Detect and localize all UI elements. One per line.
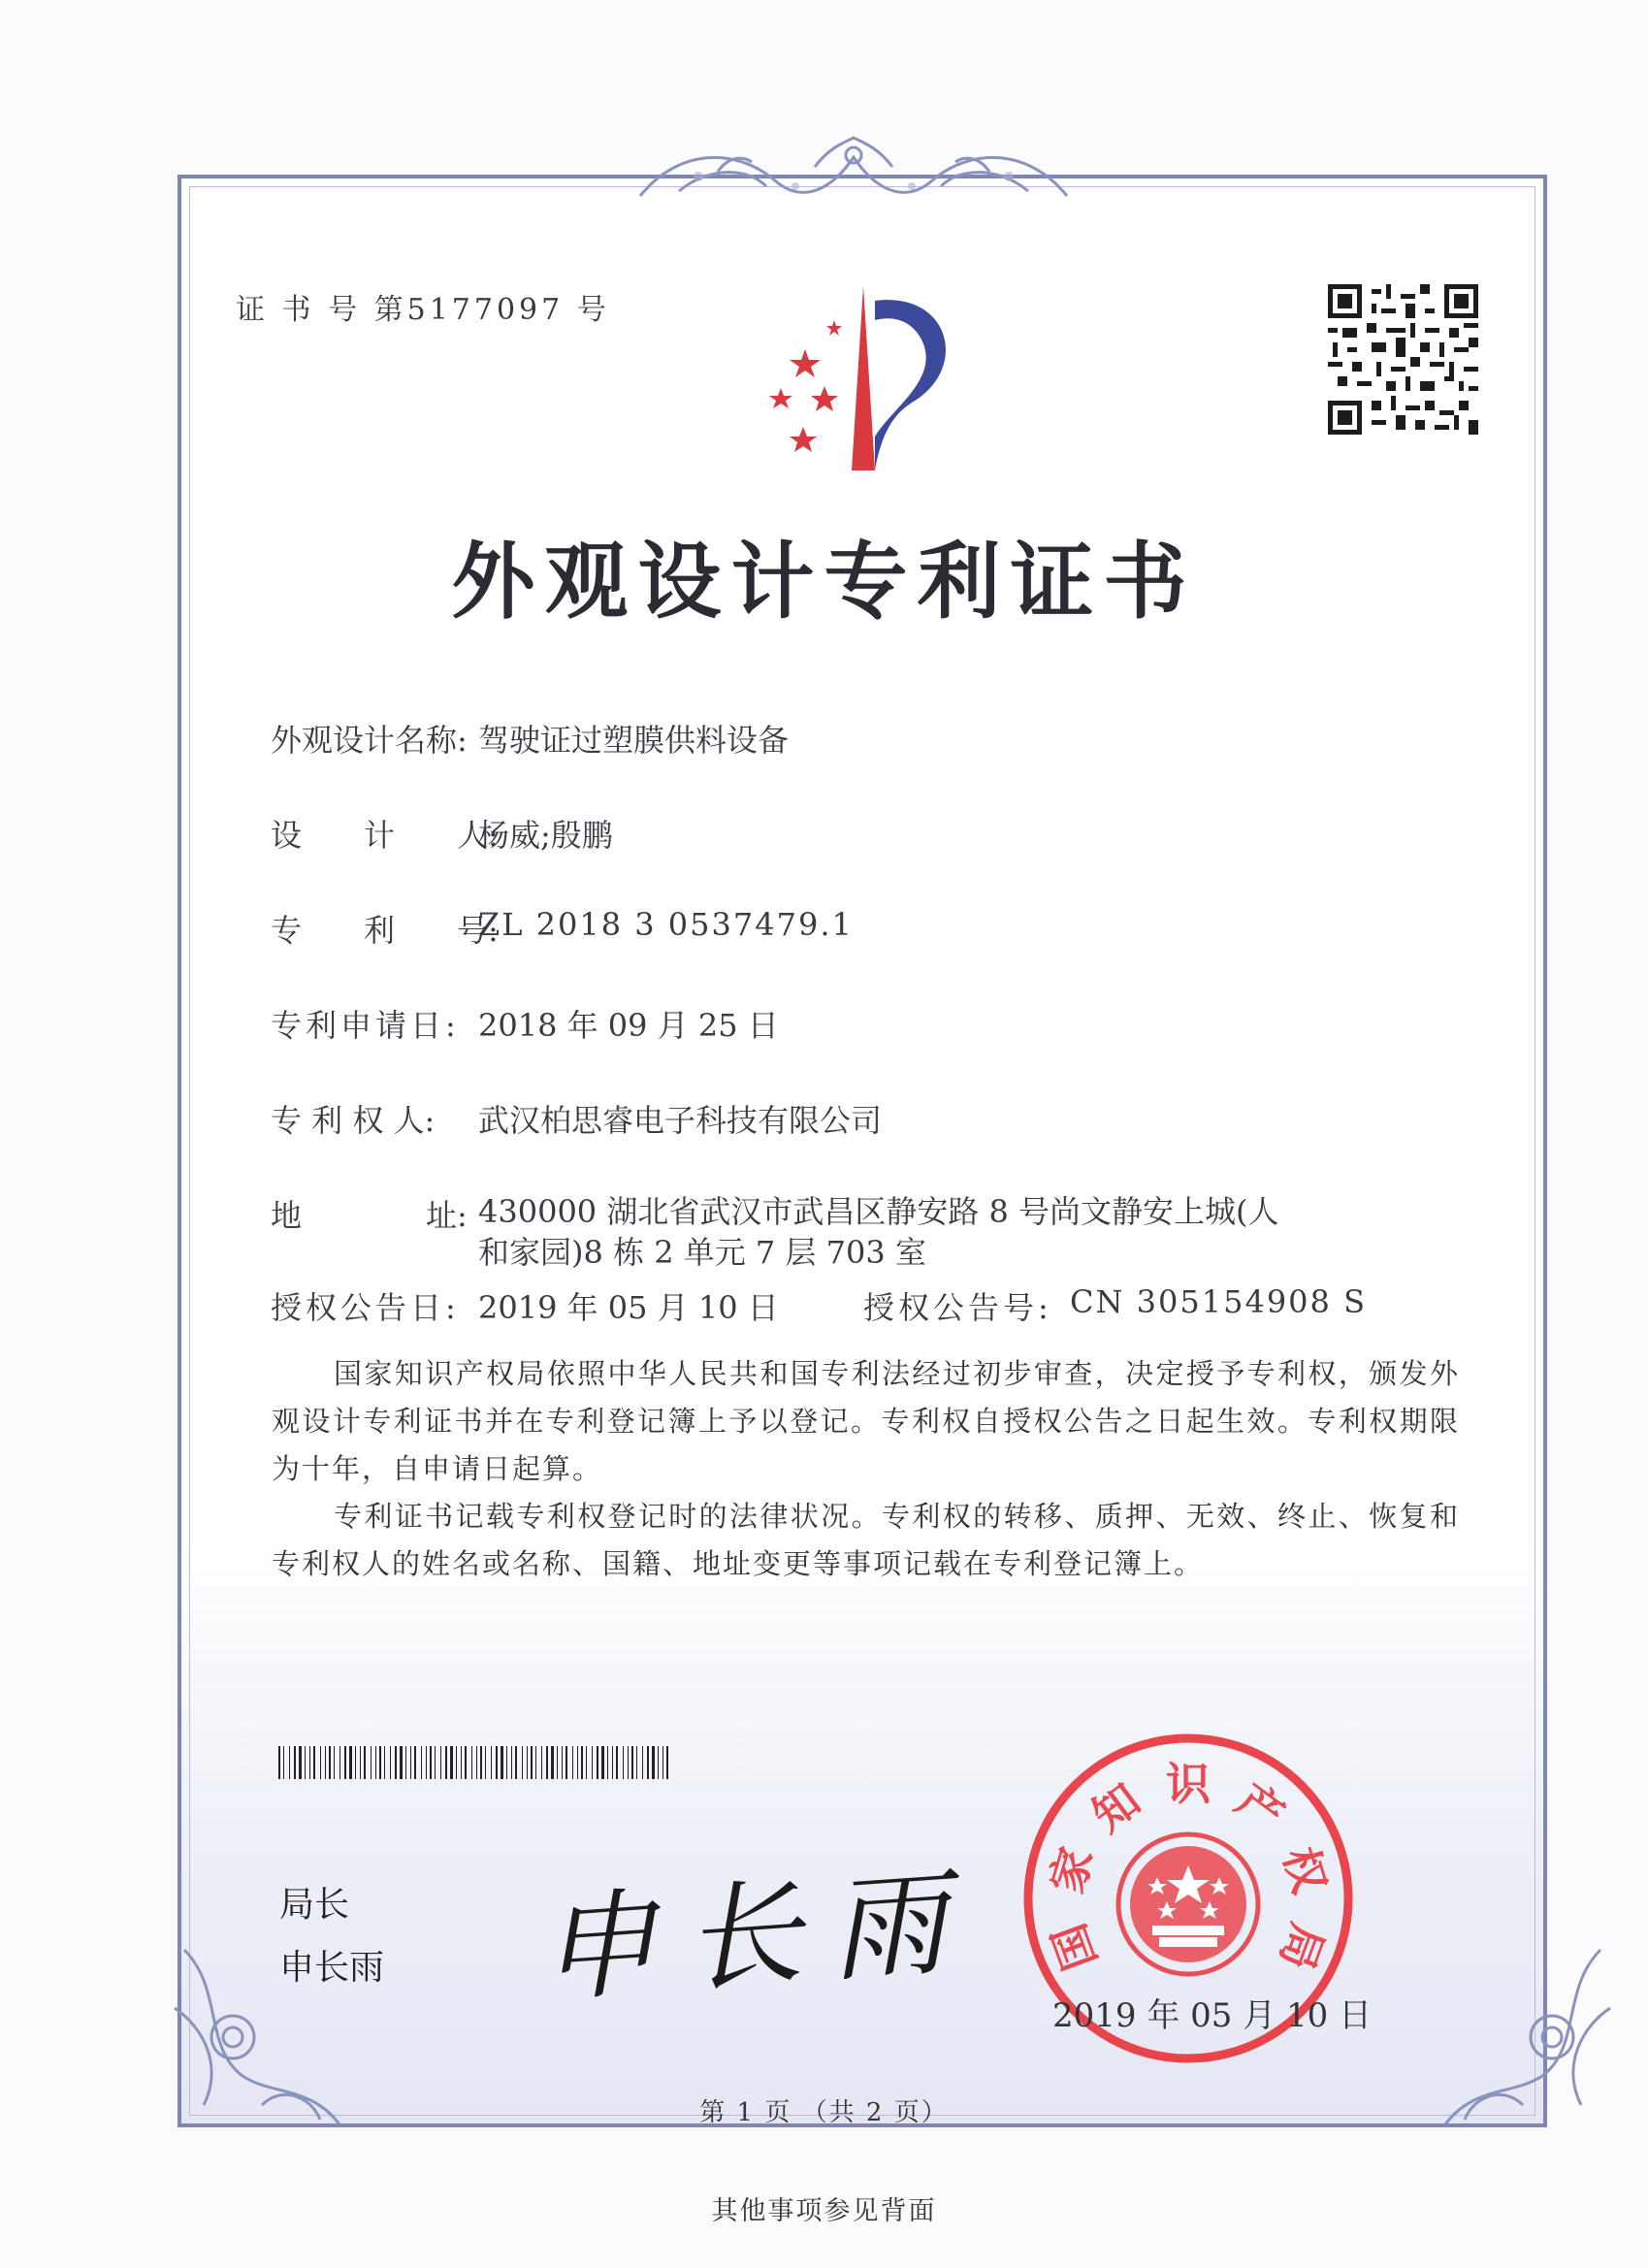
- barcode-bar: [501, 1746, 503, 1779]
- handwritten-signature: 申长雨: [534, 1854, 981, 2020]
- grant-date-value: 2019 年 05 月 10 日: [478, 1289, 779, 1326]
- design-name-value: 驾驶证过塑膜供料设备: [478, 722, 790, 759]
- barcode-bar: [607, 1746, 608, 1779]
- barcode-bar: [456, 1746, 457, 1779]
- barcode-bar: [445, 1746, 447, 1779]
- barcode-bar: [642, 1746, 643, 1779]
- design-name-label: 外观设计名称:: [271, 722, 468, 759]
- barcode-bar: [631, 1746, 633, 1779]
- barcode-bar: [421, 1746, 422, 1779]
- barcode-bar: [612, 1746, 613, 1779]
- barcode-bar: [666, 1746, 668, 1779]
- barcode-bar: [344, 1746, 346, 1779]
- seal-character: 产: [1227, 1773, 1295, 1843]
- barcode-bar: [522, 1746, 523, 1779]
- grant-number-label: 授权公告号:: [863, 1289, 1052, 1326]
- barcode-bar: [461, 1746, 462, 1779]
- grant-date-label: 授权公告日:: [271, 1289, 460, 1326]
- barcode-bar: [658, 1746, 659, 1779]
- barcode-bar: [557, 1746, 558, 1779]
- barcode-bar: [623, 1746, 624, 1779]
- barcode-bar: [339, 1746, 340, 1779]
- barcode-bar: [572, 1746, 573, 1779]
- barcode-bar: [531, 1746, 533, 1779]
- barcode-bar: [325, 1746, 326, 1779]
- barcode-bar: [426, 1746, 427, 1779]
- barcode-bar: [430, 1746, 432, 1779]
- barcode-bar: [662, 1746, 663, 1779]
- barcode-bar: [395, 1746, 397, 1779]
- director-name: 申长雨: [279, 1948, 385, 1988]
- designer-value: 杨威;殷鹏: [478, 817, 613, 854]
- barcode-bar: [329, 1746, 331, 1779]
- barcode-bar: [289, 1746, 290, 1779]
- page-indicator: 第 1 页 （共 2 页）: [699, 2098, 949, 2127]
- barcode-bar: [652, 1746, 655, 1779]
- body-paragraph-1: 国家知识产权局依照中华人民共和国专利法经过初步审查，决定授予专利权，颁发外观设计专利证书并在专利登记簿上予以登记。专利权自授权公告之日起生效。专利权期限为十年，自申请日起算。: [272, 1357, 1460, 1485]
- barcode-bar: [476, 1746, 477, 1779]
- director-title: 局长: [279, 1885, 350, 1925]
- barcode-bar: [299, 1746, 302, 1779]
- body-paragraph-2: 专利证书记载专利权登记时的法律状况。专利权的转移、质押、无效、终止、恢复和专利权人的姓名或名称、国籍、地址变更等事项记载在专利登记簿上。: [272, 1500, 1460, 1580]
- barcode-bar: [375, 1746, 376, 1779]
- barcode-bar: [491, 1746, 492, 1779]
- barcode-bar: [647, 1746, 649, 1779]
- seal-character: 识: [1166, 1758, 1211, 1810]
- barcode-bar: [379, 1746, 381, 1779]
- patentee-value: 武汉柏思睿电子科技有限公司: [478, 1102, 883, 1139]
- designer-label: 设 计 人:: [271, 817, 499, 854]
- address-line-2: 和家园)8 栋 2 单元 7 层 703 室: [478, 1234, 926, 1271]
- barcode-bar: [592, 1746, 593, 1779]
- barcode-bar: [334, 1746, 335, 1779]
- seal-character: 家: [1040, 1841, 1104, 1899]
- barcode-bar: [628, 1746, 629, 1779]
- barcode-bar: [349, 1746, 352, 1779]
- footer-note: 其他事项参见背面: [711, 2196, 937, 2226]
- barcode-bar: [440, 1746, 441, 1779]
- address-label: 地 址:: [271, 1197, 468, 1234]
- seal-character: 权: [1273, 1841, 1337, 1899]
- barcode-bar: [541, 1746, 542, 1779]
- barcode-bar: [360, 1746, 361, 1779]
- barcode-bar: [616, 1746, 618, 1779]
- patent-number-label: 专 利 号:: [271, 912, 499, 949]
- patentee-label: 专 利 权 人:: [271, 1102, 436, 1139]
- barcode-bar: [313, 1746, 315, 1779]
- stamp-date: 2019 年 05 月 10 日: [1052, 1996, 1373, 2035]
- barcode-bar: [410, 1746, 411, 1779]
- barcode-bar: [597, 1746, 598, 1779]
- seal-character: 国: [1042, 1916, 1107, 1977]
- barcode-bar: [480, 1746, 482, 1779]
- barcode-bar: [485, 1746, 486, 1779]
- barcode-bar: [390, 1746, 391, 1779]
- barcode-bar: [506, 1746, 507, 1779]
- barcode-bar: [546, 1746, 548, 1779]
- barcode-bar: [400, 1746, 403, 1779]
- barcode-bar: [435, 1746, 436, 1779]
- barcode-bar: [527, 1746, 528, 1779]
- seal-character: 知: [1082, 1773, 1149, 1843]
- barcode-bar: [636, 1746, 637, 1779]
- barcode-bar: [515, 1746, 517, 1779]
- top-ornament: [621, 128, 1086, 215]
- patent-office-logo-icon: [747, 281, 980, 475]
- barcode-bar: [577, 1746, 578, 1779]
- certificate-number: 证 书 号 第5177097 号: [236, 293, 610, 327]
- barcode-bar: [465, 1746, 467, 1779]
- barcode-bar: [581, 1746, 583, 1779]
- barcode-bar: [294, 1746, 296, 1779]
- filing-date-value: 2018 年 09 月 25 日: [478, 1007, 779, 1044]
- qr-code-icon: [1328, 284, 1478, 435]
- barcode-bar: [405, 1746, 406, 1779]
- barcode-bar: [535, 1746, 536, 1779]
- barcode-bar: [384, 1746, 385, 1779]
- seal-character: 局: [1270, 1916, 1335, 1977]
- barcode-bar: [450, 1746, 453, 1779]
- barcode-bar: [305, 1746, 306, 1779]
- barcode-icon: [278, 1746, 676, 1779]
- barcode-bar: [562, 1746, 563, 1779]
- filing-date-label: 专利申请日:: [271, 1007, 460, 1044]
- barcode-bar: [283, 1746, 284, 1779]
- barcode-bar: [278, 1746, 280, 1779]
- barcode-bar: [364, 1746, 366, 1779]
- address-line-1: 430000 湖北省武汉市武昌区静安路 8 号尚文静安上城(人: [478, 1193, 1279, 1230]
- barcode-bar: [471, 1746, 472, 1779]
- grant-number-value: CN 305154908 S: [1070, 1283, 1367, 1320]
- barcode-bar: [355, 1746, 356, 1779]
- barcode-bar: [601, 1746, 604, 1779]
- barcode-bar: [551, 1746, 554, 1779]
- barcode-bar: [320, 1746, 321, 1779]
- barcode-bar: [496, 1746, 498, 1779]
- certificate-title: 外观设计专利证书: [451, 533, 1197, 631]
- barcode-bar: [586, 1746, 587, 1779]
- patent-number-value: ZL 2018 3 0537479.1: [478, 906, 854, 943]
- barcode-bar: [511, 1746, 512, 1779]
- barcode-bar: [565, 1746, 567, 1779]
- barcode-bar: [371, 1746, 372, 1779]
- barcode-bar: [414, 1746, 416, 1779]
- barcode-bar: [309, 1746, 310, 1779]
